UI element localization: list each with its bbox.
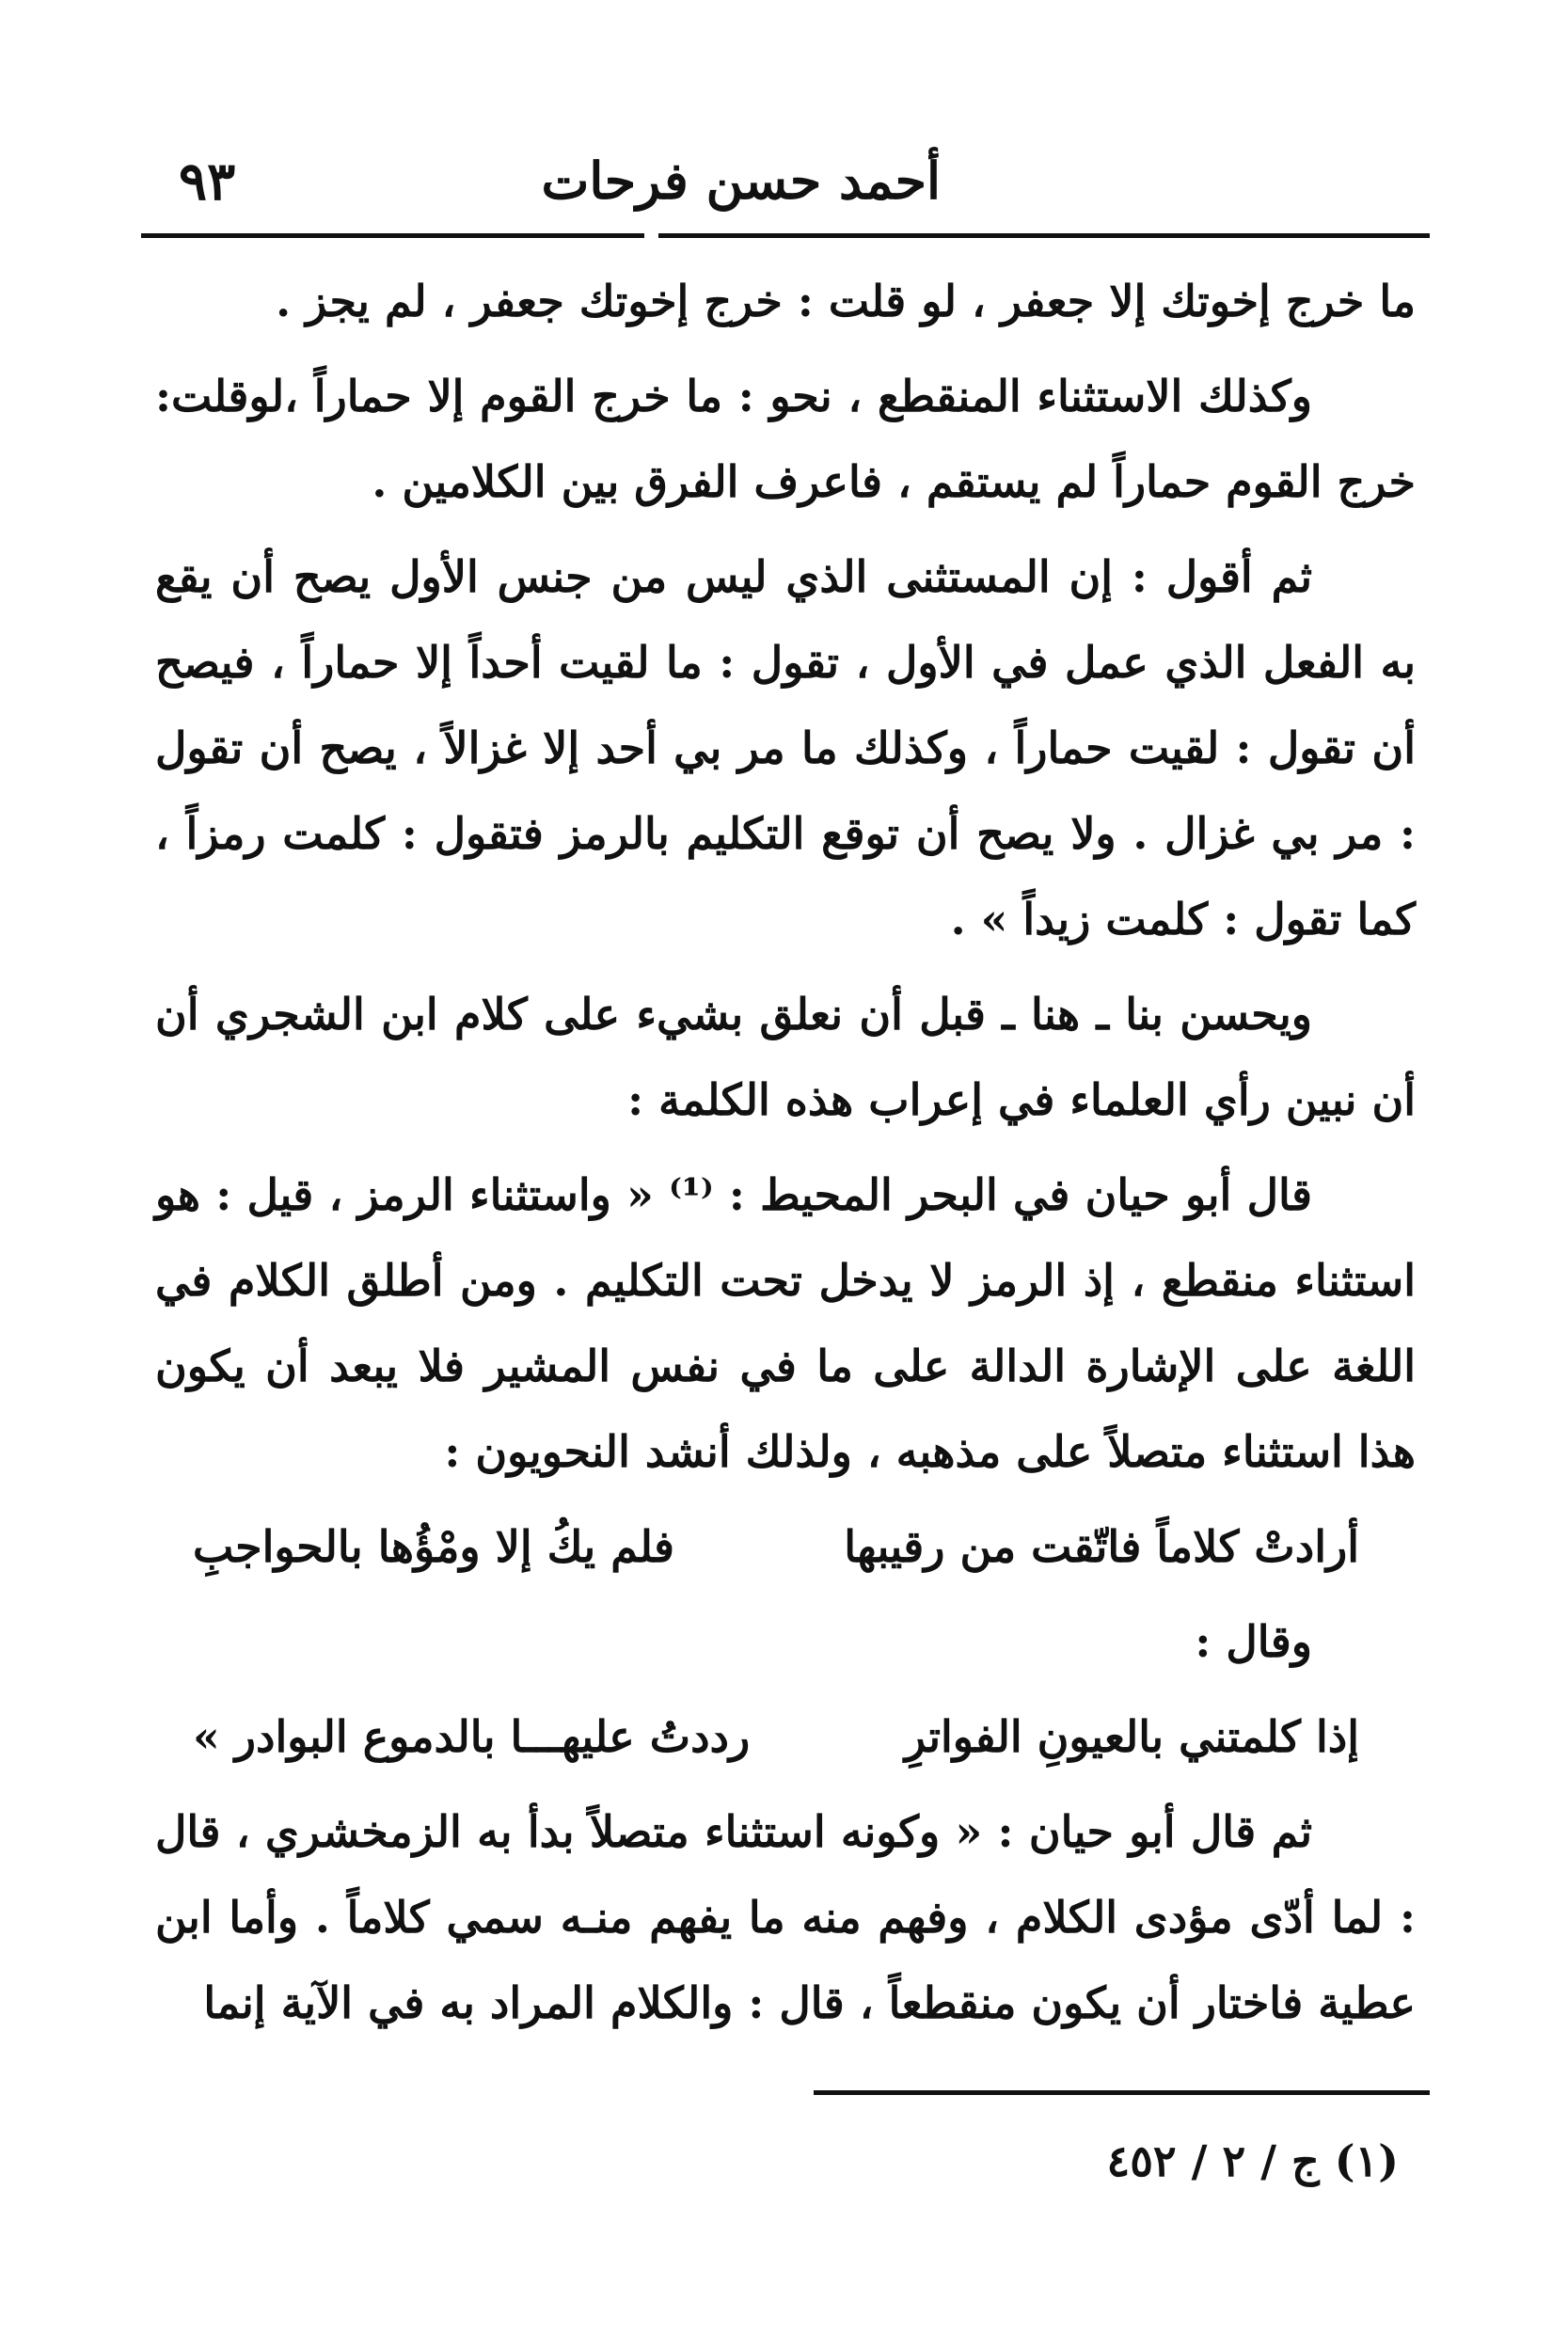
main-text [155, 259, 1416, 2055]
poetry-verse [155, 1694, 1416, 1780]
verse-first-hemistich: إذا كلمتني بالعيونِ الفواترِ [904, 1711, 1359, 1762]
running-header-author: أحمد حسن فرحات [541, 151, 941, 211]
running-header [141, 141, 1430, 216]
header-rule-right [658, 233, 1430, 238]
paragraph: ثم قال أبو حيان : « وكونه استثناء متصلاً بدأ به الزمخشري ، قال : لما أدّى مؤدى الكلام ، وفهم منه ما يفهم منـه سمي كلاماً . وأما ابن عطية فاختار أن يكون منقطعاً ، قال : والكلام المراد به في الآية إنما [155, 1806, 1416, 2028]
poetry-verse [155, 1504, 1416, 1590]
paragraph: ما خرج إخوتك إلا جعفر ، لو قلت : خرج إخوتك جعفر ، لم يجز . [276, 276, 1416, 326]
paragraph: ويحسن بنا ـ هنا ـ قبل أن نعلق بشيء على كلام ابن الشجري أن أن نبين رأي العلماء في إعراب هذه الكلمة : [155, 989, 1416, 1125]
footnote: (١) ج / ٢ / ٤٥٢ [1106, 2135, 1399, 2186]
page-number: ٩٣ [179, 151, 236, 213]
header-rule-left [141, 233, 644, 238]
verse-second-hemistich: فلم يكُ إلا ومْؤُها بالحواجبِ [193, 1521, 675, 1572]
paragraph: ثم أقول : إن المستثنى الذي ليس من جنس الأول يصح أن يقع به الفعل الذي عمل في الأول ، تقول : ما لقيت أحداً إلا حماراً ، فيصح أن تقول : لقيت حماراً ، وكذلك ما مر بي أحد إلا غزالاً ، يصح أن تقول : مر بي غزال . ولا يصح أن توقع التكليم بالرمز فتقول : كلمت رمزاً ، كما تقول : كلمت زيداً » . [155, 551, 1416, 944]
verse-intro: وقال : [1195, 1616, 1312, 1667]
paragraph: قال أبو حيان في البحر المحيط : ⁽¹⁾ « واستثناء الرمز ، قيل : هو استثناء منقطع ، إذ الرمز لا يدخل تحت التكليم . ومن أطلق الكلام في اللغة على الإشارة الدالة على ما في نفس المشير فلا يبعد أن يكون هذا استثناء متصلاً على مذهبه ، ولذلك أنشد النحويون : [155, 1169, 1416, 1477]
verse-second-hemistich: رددتُ عليهـــا بالدموع البوادر » [193, 1711, 751, 1762]
verse-first-hemistich: أرادتْ كلاماً فاتّقت من رقيبها [844, 1521, 1359, 1572]
paragraph: وكذلك الاستثناء المنقطع ، نحو : ما خرج القوم إلا حماراً ،لوقلت: خرج القوم حماراً لم يستقم ، فاعرف الفرق بين الكلامين . [155, 371, 1416, 507]
footnote-rule [814, 2090, 1430, 2095]
